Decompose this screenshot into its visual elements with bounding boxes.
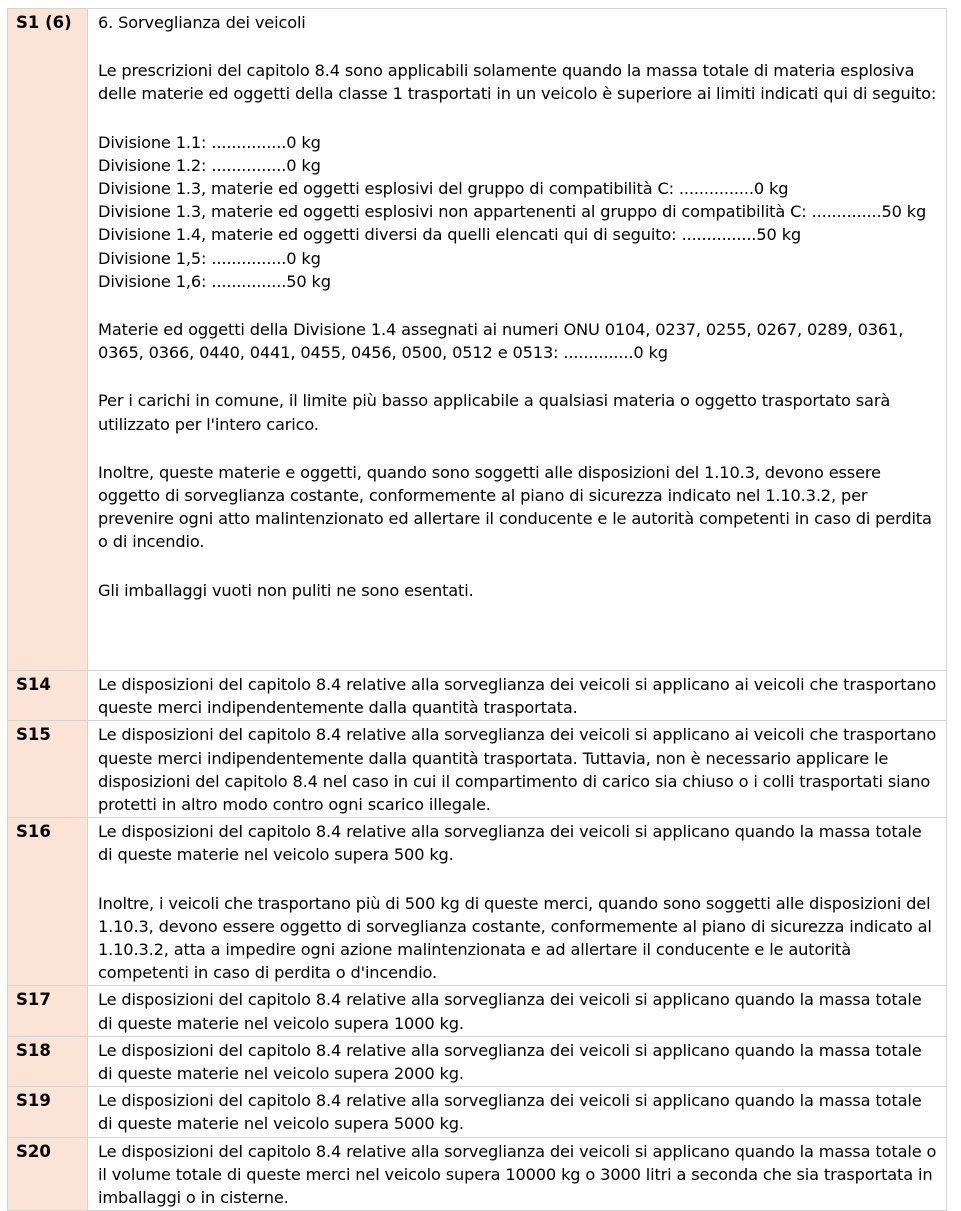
mixed-loads-paragraph: Per i carichi in comune, il limite più basso applicabile a qualsiasi materia o oggetto trasportato sarà utilizzato per l'intero carico. bbox=[98, 391, 891, 434]
provision-code: S14 bbox=[8, 671, 88, 721]
provision-text bbox=[88, 986, 947, 1036]
division-limit-item: Divisione 1,5: ...............0 kg bbox=[98, 248, 321, 268]
provision-paragraph: Le disposizioni del capitolo 8.4 relative alla sorveglianza dei veicoli si applicano ai veicoli che trasportano queste merci indipendentemente dalla quantità trasportata. Tuttavia, non è necessario applicare le disposizioni del capitolo 8.4 nel caso in cui il compartimento di carico sia chiuso o i colli trasportati siano protetti in altro modo contro ogni scarico illegale. bbox=[98, 725, 937, 815]
un-numbers-paragraph: Materie ed oggetti della Divisione 1.4 assegnati ai numeri ONU 0104, 0237, 0255, 0267, 0289, 0361, 0365, 0366, 0440, 0441, 0455, 0456, 0500, 0512 e 0513: ..............0 kg bbox=[98, 320, 904, 363]
provision-paragraph: Le disposizioni del capitolo 8.4 relative alla sorveglianza dei veicoli si applicano quando la massa totale di queste materie nel veicolo supera 1000 kg. bbox=[98, 990, 922, 1033]
division-limit-item: Divisione 1.4, materie ed oggetti diversi da quelli elencati qui di seguito: ...............50 kg bbox=[98, 225, 802, 245]
provision-text bbox=[88, 1137, 947, 1211]
provision-code: S18 bbox=[8, 1036, 88, 1086]
provision-paragraph: Le disposizioni del capitolo 8.4 relative alla sorveglianza dei veicoli si applicano quando la massa totale di queste materie nel veicolo supera 2000 kg. bbox=[98, 1040, 922, 1084]
table-row-s19 bbox=[8, 1087, 947, 1137]
provision-code: S1 (6) bbox=[8, 9, 88, 671]
division-limit-item: Divisione 1.3, materie ed oggetti esplosivi del gruppo di compatibilità C: ...............0 kg bbox=[98, 179, 789, 199]
provision-text bbox=[88, 721, 947, 818]
table-row-s20 bbox=[8, 1137, 947, 1211]
table-row-s17 bbox=[8, 986, 947, 1036]
provision-code: S15 bbox=[8, 721, 88, 818]
provision-paragraph: Le disposizioni del capitolo 8.4 relative alla sorveglianza dei veicoli si applicano quando la massa totale di queste materie nel veicolo supera 5000 kg. bbox=[98, 1091, 922, 1134]
provision-text bbox=[88, 9, 947, 671]
provision-paragraph: Le disposizioni del capitolo 8.4 relative alla sorveglianza dei veicoli si applicano quando la massa totale di queste materie nel veicolo supera 500 kg. bbox=[98, 822, 922, 865]
provision-text bbox=[88, 671, 947, 721]
table-row-s16 bbox=[8, 818, 947, 986]
intro-paragraph: Le prescrizioni del capitolo 8.4 sono applicabili solamente quando la massa totale di materia esplosiva delle materie ed oggetti della classe 1 trasportati in un veicolo è superiore ai limiti indicati qui di seguito: bbox=[98, 61, 937, 104]
section-title: 6. Sorveglianza dei veicoli bbox=[98, 13, 306, 32]
provision-paragraph: Inoltre, i veicoli che trasportano più di 500 kg di queste merci, quando sono soggetti alle disposizioni del 1.10.3, devono essere oggetto di sorveglianza costante, conformemente al piano di sicurezza indicato al 1.10.3.2, atta a impedire ogni azione malintenzionata e ad allertare il conducente e le autorità competenti in caso di perdita o d'incendio. bbox=[98, 893, 932, 983]
division-limit-item: Divisione 1.2: ...............0 kg bbox=[98, 155, 321, 175]
exemption-paragraph: Gli imballaggi vuoti non puliti ne sono esentati. bbox=[98, 580, 474, 600]
provisions-table bbox=[7, 8, 947, 1211]
provision-code: S16 bbox=[8, 818, 88, 986]
provision-paragraph: Le disposizioni del capitolo 8.4 relative alla sorveglianza dei veicoli si applicano ai veicoli che trasportano queste merci indipendentemente dalla quantità trasportata. bbox=[98, 675, 937, 718]
table-row-s15 bbox=[8, 721, 947, 818]
provision-text bbox=[88, 1036, 947, 1086]
provision-code: S19 bbox=[8, 1087, 88, 1137]
division-limits bbox=[98, 131, 940, 293]
provision-code: S20 bbox=[8, 1137, 88, 1211]
provision-text bbox=[88, 818, 947, 986]
division-limit-item: Divisione 1.3, materie ed oggetti esplosivi non appartenenti al gruppo di compatibilità C: ..............50 kg bbox=[98, 202, 927, 222]
provision-paragraph: Le disposizioni del capitolo 8.4 relative alla sorveglianza dei veicoli si applicano quando la massa totale o il volume totale di queste merci nel veicolo supera 10000 kg o 3000 litri a seconda che sia trasportata in imballaggi o in cisterne. bbox=[98, 1141, 937, 1208]
provision-text bbox=[88, 1087, 947, 1137]
surveillance-paragraph: Inoltre, queste materie e oggetti, quando sono soggetti alle disposizioni del 1.10.3, devono essere oggetto di sorveglianza costante, conformemente al piano di sicurezza indicato nel 1.10.3.2, per prevenire ogni atto malintenzionato ed allertare il conducente e le autorità competenti in caso di perdita o di incendio. bbox=[98, 462, 932, 552]
division-limit-item: Divisione 1.1: ...............0 kg bbox=[98, 132, 321, 152]
table-row-s18 bbox=[8, 1036, 947, 1086]
provision-code: S17 bbox=[8, 986, 88, 1036]
division-limit-item: Divisione 1,6: ...............50 kg bbox=[98, 271, 331, 291]
table-row-s14 bbox=[8, 671, 947, 721]
table-row-s1 bbox=[8, 9, 947, 671]
